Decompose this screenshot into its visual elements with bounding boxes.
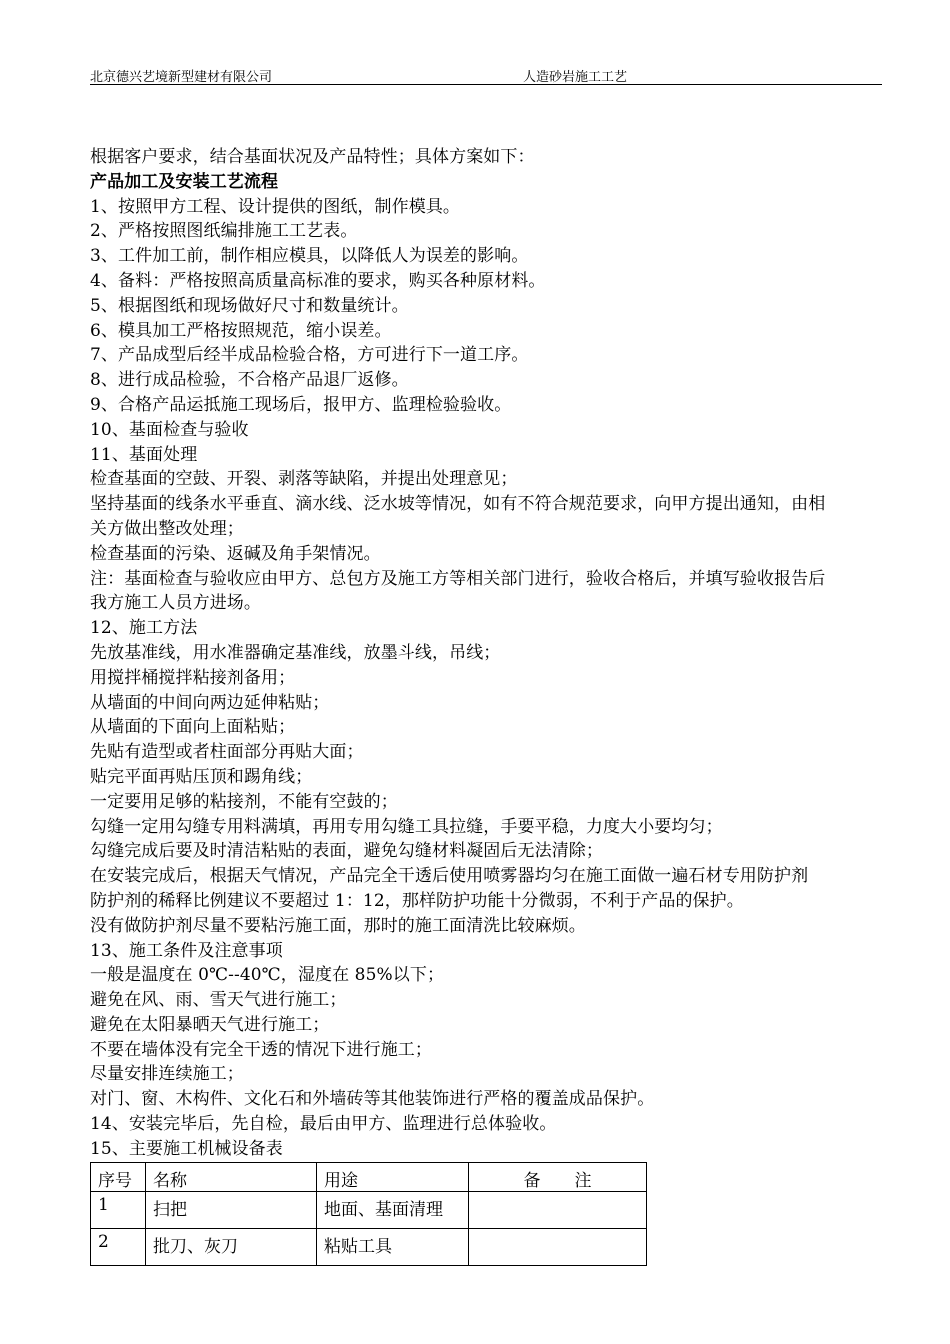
body-line: 2、严格按照图纸编排施工工艺表。 [90,221,358,242]
body-line: 15、主要施工机械设备表 [90,1138,283,1159]
body-line: 关方做出整改处理； [90,518,244,539]
table-header-cell: 序号 [91,1162,146,1191]
table-cell: 扫把 [146,1191,317,1228]
table-row [91,1191,647,1228]
body-line: 勾缝完成后要及时清洁粘贴的表面，避免勾缝材料凝固后无法清除； [90,841,603,862]
body-line: 避免在风、雨、雪天气进行施工； [90,990,347,1011]
body-line: 从墙面的中间向两边延伸粘贴； [90,692,330,713]
body-line: 1、按照甲方工程、设计提供的图纸，制作模具。 [90,196,461,217]
process-steps [90,195,885,1162]
body-line: 贴完平面再贴压顶和踢角线； [90,766,313,787]
header-company-name: 北京德兴艺境新型建材有限公司 [90,70,273,85]
table-cell: 地面、基面清理 [317,1191,469,1228]
body-line: 先放基准线，用水准器确定基准线，放墨斗线，吊线； [90,642,501,663]
table-header-cell: 用途 [317,1162,469,1191]
body-line: 5、根据图纸和现场做好尺寸和数量统计。 [90,295,409,316]
body-line: 不要在墙体没有完全干透的情况下进行施工； [90,1039,432,1060]
body-line: 坚持基面的线条水平垂直、滴水线、泛水坡等情况，如有不符合规范要求，向甲方提出通知，由相 [90,494,826,515]
table-header-cell: 名称 [146,1162,317,1191]
header-document-title: 人造砂岩施工工艺 [523,70,628,85]
table-cell: 粘贴工具 [317,1228,469,1265]
body-line: 14、安装完毕后，先自检，最后由甲方、监理进行总体验收。 [90,1114,557,1135]
table-cell [469,1228,647,1265]
body-line: 先贴有造型或者柱面部分再贴大面； [90,742,364,763]
body-line: 10、基面检查与验收 [90,419,249,440]
body-line: 对门、窗、木构件、文化石和外墙砖等其他装饰进行严格的覆盖成品保护。 [90,1089,655,1110]
table-header-row [91,1162,647,1191]
body-line: 检查基面的空鼓、开裂、剥落等缺陷，并提出处理意见； [90,469,518,490]
body-line: 7、产品成型后经半成品检验合格，方可进行下一道工序。 [90,345,529,366]
body-line: 检查基面的污染、返碱及角手架情况。 [90,543,381,564]
section-heading: 产品加工及安装工艺流程 [90,171,279,192]
document-body [90,145,885,1266]
table-cell: 2 [91,1228,146,1265]
table-cell: 批刀、灰刀 [146,1228,317,1265]
body-line: 尽量安排连续施工； [90,1064,244,1085]
intro-paragraph: 根据客户要求，结合基面状况及产品特性；具体方案如下： [90,147,535,167]
body-line: 8、进行成品检验，不合格产品退厂返修。 [90,370,409,391]
body-line: 4、备料：严格按照高质量高标准的要求，购买各种原材料。 [90,270,546,291]
body-line: 12、施工方法 [90,618,198,639]
body-line: 11、基面处理 [90,444,198,465]
body-line: 从墙面的下面向上面粘贴； [90,717,296,738]
body-line: 13、施工条件及注意事项 [90,940,283,961]
body-line: 3、工件加工前，制作相应模具，以降低人为误差的影响。 [90,246,529,267]
body-line: 防护剂的稀释比例建议不要超过 1：12，那样防护功能十分微弱，不利于产品的保护。 [90,890,744,911]
body-line: 6、模具加工严格按照规范，缩小误差。 [90,320,392,341]
body-line: 在安装完成后，根据天气情况，产品完全干透后使用喷雾器均匀在施工面做一遍石材专用防护剂 [90,866,809,887]
page-header [90,64,882,85]
body-line: 我方施工人员方进场。 [90,593,261,614]
table-cell [469,1191,647,1228]
table-row [91,1228,647,1265]
body-line: 用搅拌桶搅拌粘接剂备用； [90,667,296,688]
body-line: 没有做防护剂尽量不要粘污施工面，那时的施工面清洗比较麻烦。 [90,915,586,936]
body-line: 勾缝一定用勾缝专用料满填，再用专用勾缝工具拉缝，手要平稳，力度大小要均匀； [90,816,723,837]
table-cell: 1 [91,1191,146,1228]
equipment-table [90,1162,647,1266]
body-line: 避免在太阳暴晒天气进行施工； [90,1014,330,1035]
body-line: 注：基面检查与验收应由甲方、总包方及施工方等相关部门进行，验收合格后，并填写验收报告后 [90,568,826,589]
body-line: 9、合格产品运抵施工现场后，报甲方、监理检验验收。 [90,394,512,415]
body-line: 一定要用足够的粘接剂，不能有空鼓的； [90,791,398,812]
table-header-cell: 备 注 [469,1162,647,1191]
body-line: 一般是温度在 0℃--40℃，湿度在 85%以下； [90,965,445,986]
